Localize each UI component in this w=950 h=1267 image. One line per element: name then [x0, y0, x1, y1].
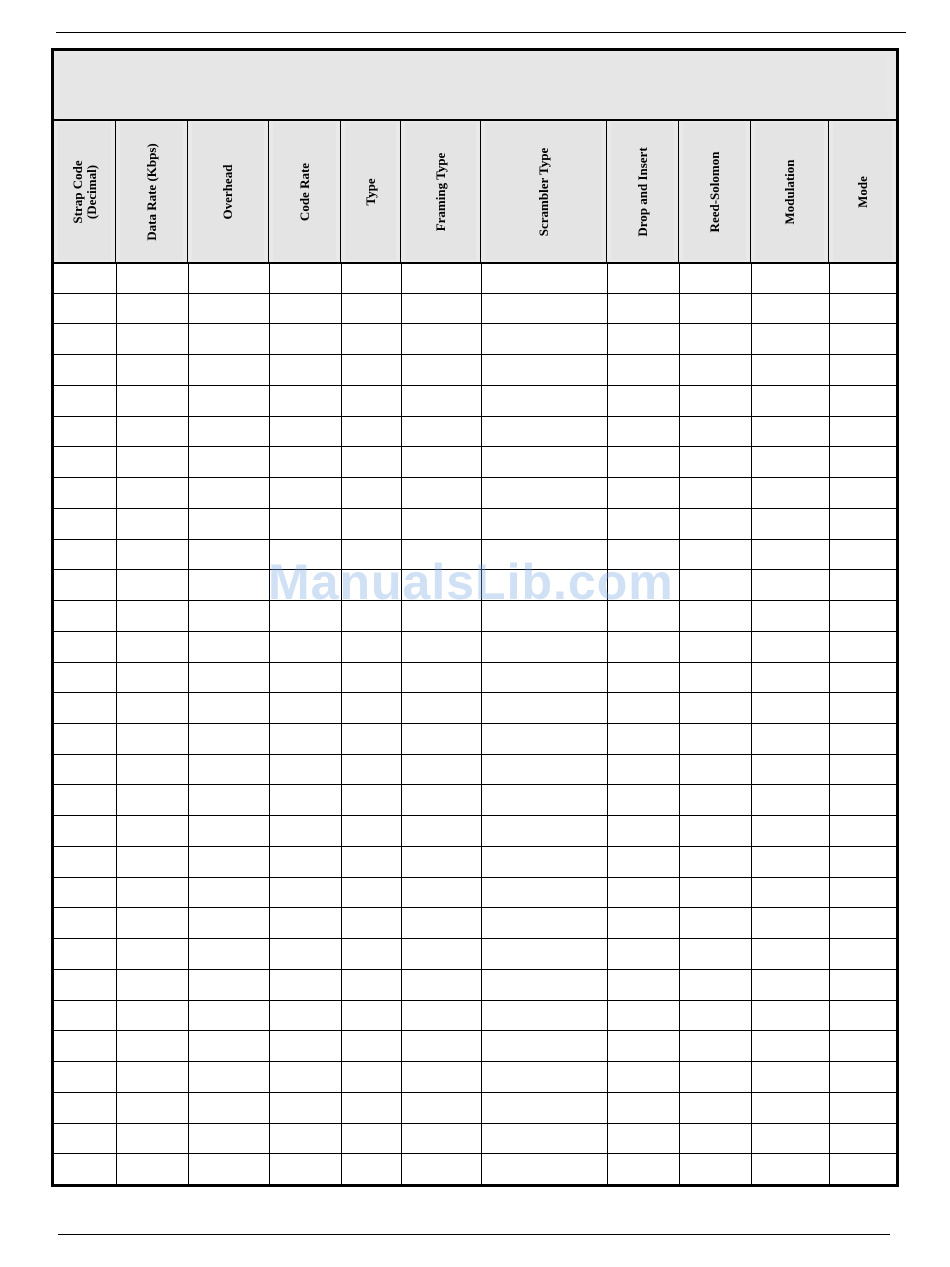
top-rule: [56, 32, 906, 33]
row-divider: [54, 692, 896, 693]
header-code-rate-label: Code Rate: [296, 162, 312, 221]
header-overhead-label: Overhead: [220, 164, 235, 219]
row-divider: [54, 293, 896, 294]
header-strap-code: [54, 121, 116, 262]
row-divider: [54, 1030, 896, 1031]
row-divider: [54, 846, 896, 847]
row-divider: [54, 446, 896, 447]
row-divider: [54, 1153, 896, 1154]
header-data-rate-label: Data Rate (Kbps): [143, 142, 159, 241]
header-framing-type-label: Framing Type: [432, 152, 448, 231]
header-data-rate: [116, 121, 188, 262]
header-scrambler-type: [481, 121, 607, 262]
header-modulation-label: Modulation: [781, 158, 797, 225]
row-divider: [54, 969, 896, 970]
header-reed-solomon-label: Reed-Solomon: [706, 151, 722, 232]
header-modulation: [751, 121, 829, 262]
row-divider: [54, 662, 896, 663]
header-strap-code-label: Strap Code (Decimal): [69, 159, 99, 224]
header-framing-type: [401, 121, 481, 262]
row-divider: [54, 723, 896, 724]
table-title-band: [54, 51, 896, 121]
row-divider: [54, 938, 896, 939]
header-scrambler-type-label: Scrambler Type: [535, 147, 551, 236]
row-divider: [54, 477, 896, 478]
row-divider: [54, 354, 896, 355]
row-divider: [54, 508, 896, 509]
header-mode: [829, 121, 896, 262]
header-overhead: [188, 121, 269, 262]
table-title: [59, 56, 887, 118]
row-divider: [54, 385, 896, 386]
bottom-rule: [58, 1234, 890, 1235]
header-code-rate: [269, 121, 341, 262]
watermark: ManualsLib.com: [268, 554, 674, 610]
header-reed-solomon: [679, 121, 751, 262]
row-divider: [54, 815, 896, 816]
row-divider: [54, 416, 896, 417]
row-divider: [54, 784, 896, 785]
row-divider: [54, 877, 896, 878]
row-divider: [54, 539, 896, 540]
row-divider: [54, 1061, 896, 1062]
header-type-label: Type: [362, 177, 378, 206]
table-body: [54, 262, 896, 1184]
row-divider: [54, 1000, 896, 1001]
row-divider: [54, 631, 896, 632]
row-divider: [54, 754, 896, 755]
row-divider: [54, 1123, 896, 1124]
header-drop-and-insert-label: Drop and Insert: [634, 146, 650, 237]
header-drop-and-insert: [607, 121, 679, 262]
strap-code-table: [51, 48, 899, 1187]
row-divider: [54, 907, 896, 908]
table-header-row: [54, 121, 896, 264]
header-type: [341, 121, 401, 262]
row-divider: [54, 1092, 896, 1093]
header-mode-label: Mode: [854, 175, 870, 208]
row-divider: [54, 323, 896, 324]
